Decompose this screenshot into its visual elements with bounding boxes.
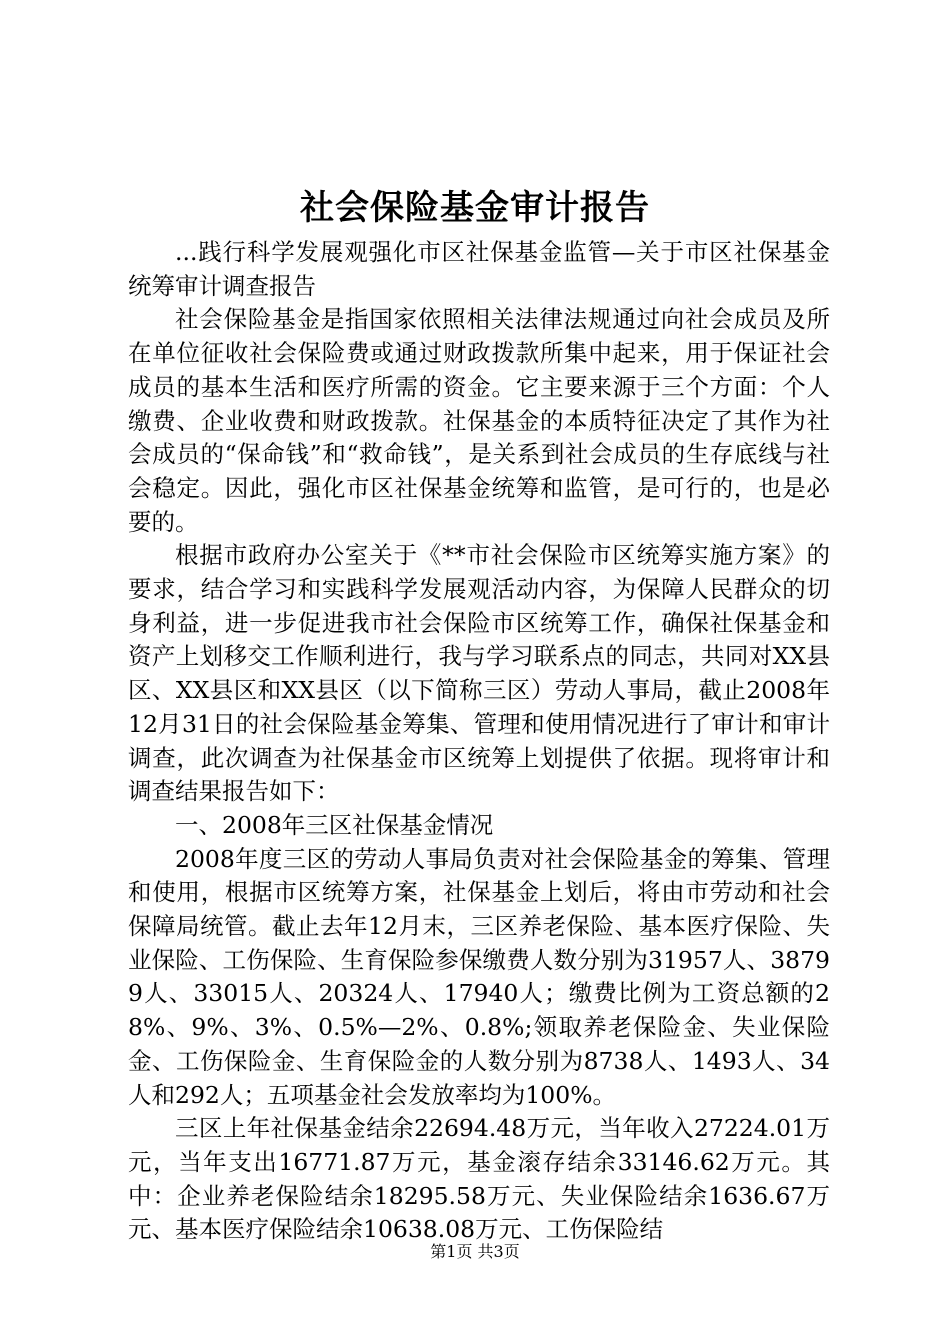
document-title: 社会保险基金审计报告 [300, 188, 650, 228]
paragraph-balance: 三区上年社保基金结余22694.48万元，当年收入27224.01万元，当年支出16771.87万元，基金滚存结余33146.62万元。其中：企业养老保险结余18295.58万元、失业保险结余1636.67万元、基本医疗保险结余10638.08万元、工伤保险结 [128, 1114, 830, 1244]
page-footer: 第1页 共3页 [430, 1242, 520, 1261]
paragraph-subtitle: ...践行科学发展观强化市区社保基金监管—关于市区社保基金统筹审计调查报告 [128, 238, 830, 300]
section-heading-1: 一、2008年三区社保基金情况 [175, 810, 494, 839]
paragraph-participants: 2008年度三区的劳动人事局负责对社会保险基金的筹集、管理和使用，根据市区统筹方案，社保基金上划后，将由市劳动和社会保障局统管。截止去年12月末，三区养老保险、基本医疗保险、失业保险、工伤保险、生育保险参保缴费人数分别为31957人、38799人、33015人、20324人、17940人；缴费比例为工资总额的28%、9%、3%、0.5%—2%、0.8%;领取养老保险金、失业保险金、工伤保险金、生育保险金的人数分别为8738人、1493人、34人和292人；五项基金社会发放率均为100%。 [128, 844, 830, 1109]
paragraph-definition: 社会保险基金是指国家依照相关法律法规通过向社会成员及所在单位征收社会保险费或通过财政拨款所集中起来，用于保证社会成员的基本生活和医疗所需的资金。它主要来源于三个方面：个人缴费、企业收费和财政拨款。社保基金的本质特征决定了其作为社会成员的“保命钱”和“救命钱”，是关系到社会成员的生存底线与社会稳定。因此，强化市区社保基金统筹和监管，是可行的，也是必要的。 [128, 305, 830, 536]
paragraph-background: 根据市政府办公室关于《**市社会保险市区统筹实施方案》的要求，结合学习和实践科学发展观活动内容，为保障人民群众的切身利益，进一步促进我市社会保险市区统筹工作，确保社保基金和资产上划移交工作顺利进行，我与学习联系点的同志，共同对XX县区、XX县区和XX县区（以下简称三区）劳动人事局，截止2008年12月31日的社会保险基金筹集、管理和使用情况进行了审计和审计调查，此次调查为社保基金市区统筹上划提供了依据。现将审计和调查结果报告如下： [128, 541, 830, 806]
document-body [128, 236, 830, 1247]
